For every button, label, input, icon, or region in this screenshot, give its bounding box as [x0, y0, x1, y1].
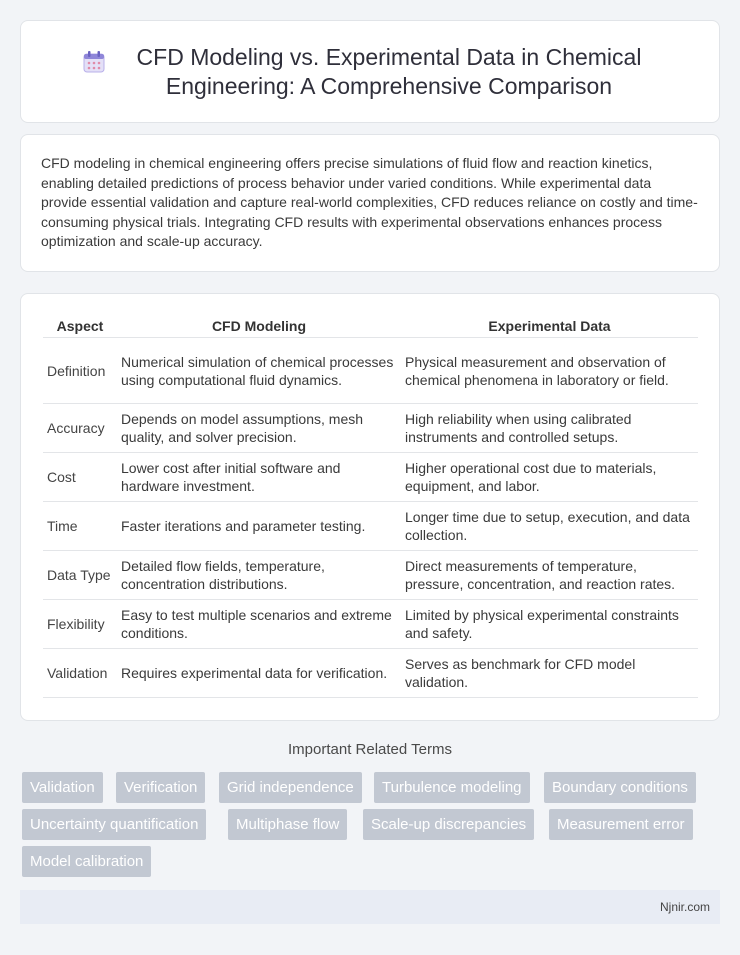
table-header-row: [43, 314, 698, 338]
header-experimental: Experimental Data: [401, 314, 698, 338]
title-card: [20, 20, 720, 123]
cfd-cell: Easy to test multiple scenarios and extreme conditions.: [117, 600, 401, 649]
experimental-cell: Limited by physical experimental constraints and safety.: [401, 600, 698, 649]
table-row: [43, 551, 698, 600]
tag-grid-independence[interactable]: Grid independence: [219, 772, 362, 803]
comparison-table-card: [20, 293, 720, 721]
aspect-cell: Validation: [43, 649, 117, 698]
table-row: [43, 453, 698, 502]
tag-validation[interactable]: Validation: [22, 772, 103, 803]
tag-uncertainty-quantification[interactable]: Uncertainty quantification: [22, 809, 206, 840]
table-row: [43, 502, 698, 551]
table-row: [43, 338, 698, 404]
aspect-cell: Cost: [43, 453, 117, 502]
cfd-cell: Requires experimental data for verification.: [117, 649, 401, 698]
table-row: [43, 600, 698, 649]
calendar-icon: [81, 49, 107, 75]
experimental-cell: High reliability when using calibrated instruments and controlled setups.: [401, 404, 698, 453]
tag-scale-up-discrepancies[interactable]: Scale-up discrepancies: [363, 809, 534, 840]
cfd-cell: Detailed flow fields, temperature, concentration distributions.: [117, 551, 401, 600]
tag-boundary-conditions[interactable]: Boundary conditions: [544, 772, 696, 803]
title-wrap: [81, 43, 659, 101]
page-title: CFD Modeling vs. Experimental Data in Chemical Engineering: A Comprehensive Comparison: [136, 43, 642, 99]
tag-model-calibration[interactable]: Model calibration: [22, 846, 151, 877]
intro-card: [20, 134, 720, 272]
tag-turbulence-modeling[interactable]: Turbulence modeling: [374, 772, 530, 803]
intro-paragraph: CFD modeling in chemical engineering offers precise simulations of fluid flow and reaction kinetics, enabling detailed predictions of process behavior under varied conditions. While experimental data provide essential validation and capture real-world complexities, CFD reduces reliance on costly and time-consuming physical trials. Integrating CFD results with experimental observations enhances process optimization and scale-up accuracy.: [41, 155, 698, 249]
tag-measurement-error[interactable]: Measurement error: [549, 809, 693, 840]
header-aspect: Aspect: [43, 314, 117, 338]
cfd-cell: Lower cost after initial software and hardware investment.: [117, 453, 401, 502]
experimental-cell: Higher operational cost due to materials, equipment, and labor.: [401, 453, 698, 502]
aspect-cell: Definition: [43, 338, 117, 404]
cfd-cell: Faster iterations and parameter testing.: [117, 502, 401, 551]
tag-verification[interactable]: Verification: [116, 772, 205, 803]
cfd-cell: Depends on model assumptions, mesh quality, and solver precision.: [117, 404, 401, 453]
footer: [20, 890, 720, 924]
table-row: [43, 404, 698, 453]
header-cfd: CFD Modeling: [117, 314, 401, 338]
related-terms-heading: Important Related Terms: [288, 741, 452, 758]
experimental-cell: Physical measurement and observation of chemical phenomena in laboratory or field.: [401, 338, 698, 404]
footer-brand[interactable]: Njnir.com: [659, 900, 710, 914]
aspect-cell: Flexibility: [43, 600, 117, 649]
experimental-cell: Longer time due to setup, execution, and data collection.: [401, 502, 698, 551]
experimental-cell: Direct measurements of temperature, pressure, concentration, and reaction rates.: [401, 551, 698, 600]
comparison-table: [43, 314, 698, 698]
experimental-cell: Serves as benchmark for CFD model validation.: [401, 649, 698, 698]
aspect-cell: Accuracy: [43, 404, 117, 453]
aspect-cell: Time: [43, 502, 117, 551]
cfd-cell: Numerical simulation of chemical processes using computational fluid dynamics.: [117, 338, 401, 404]
table-row: [43, 649, 698, 698]
tag-multiphase-flow[interactable]: Multiphase flow: [228, 809, 347, 840]
aspect-cell: Data Type: [43, 551, 117, 600]
